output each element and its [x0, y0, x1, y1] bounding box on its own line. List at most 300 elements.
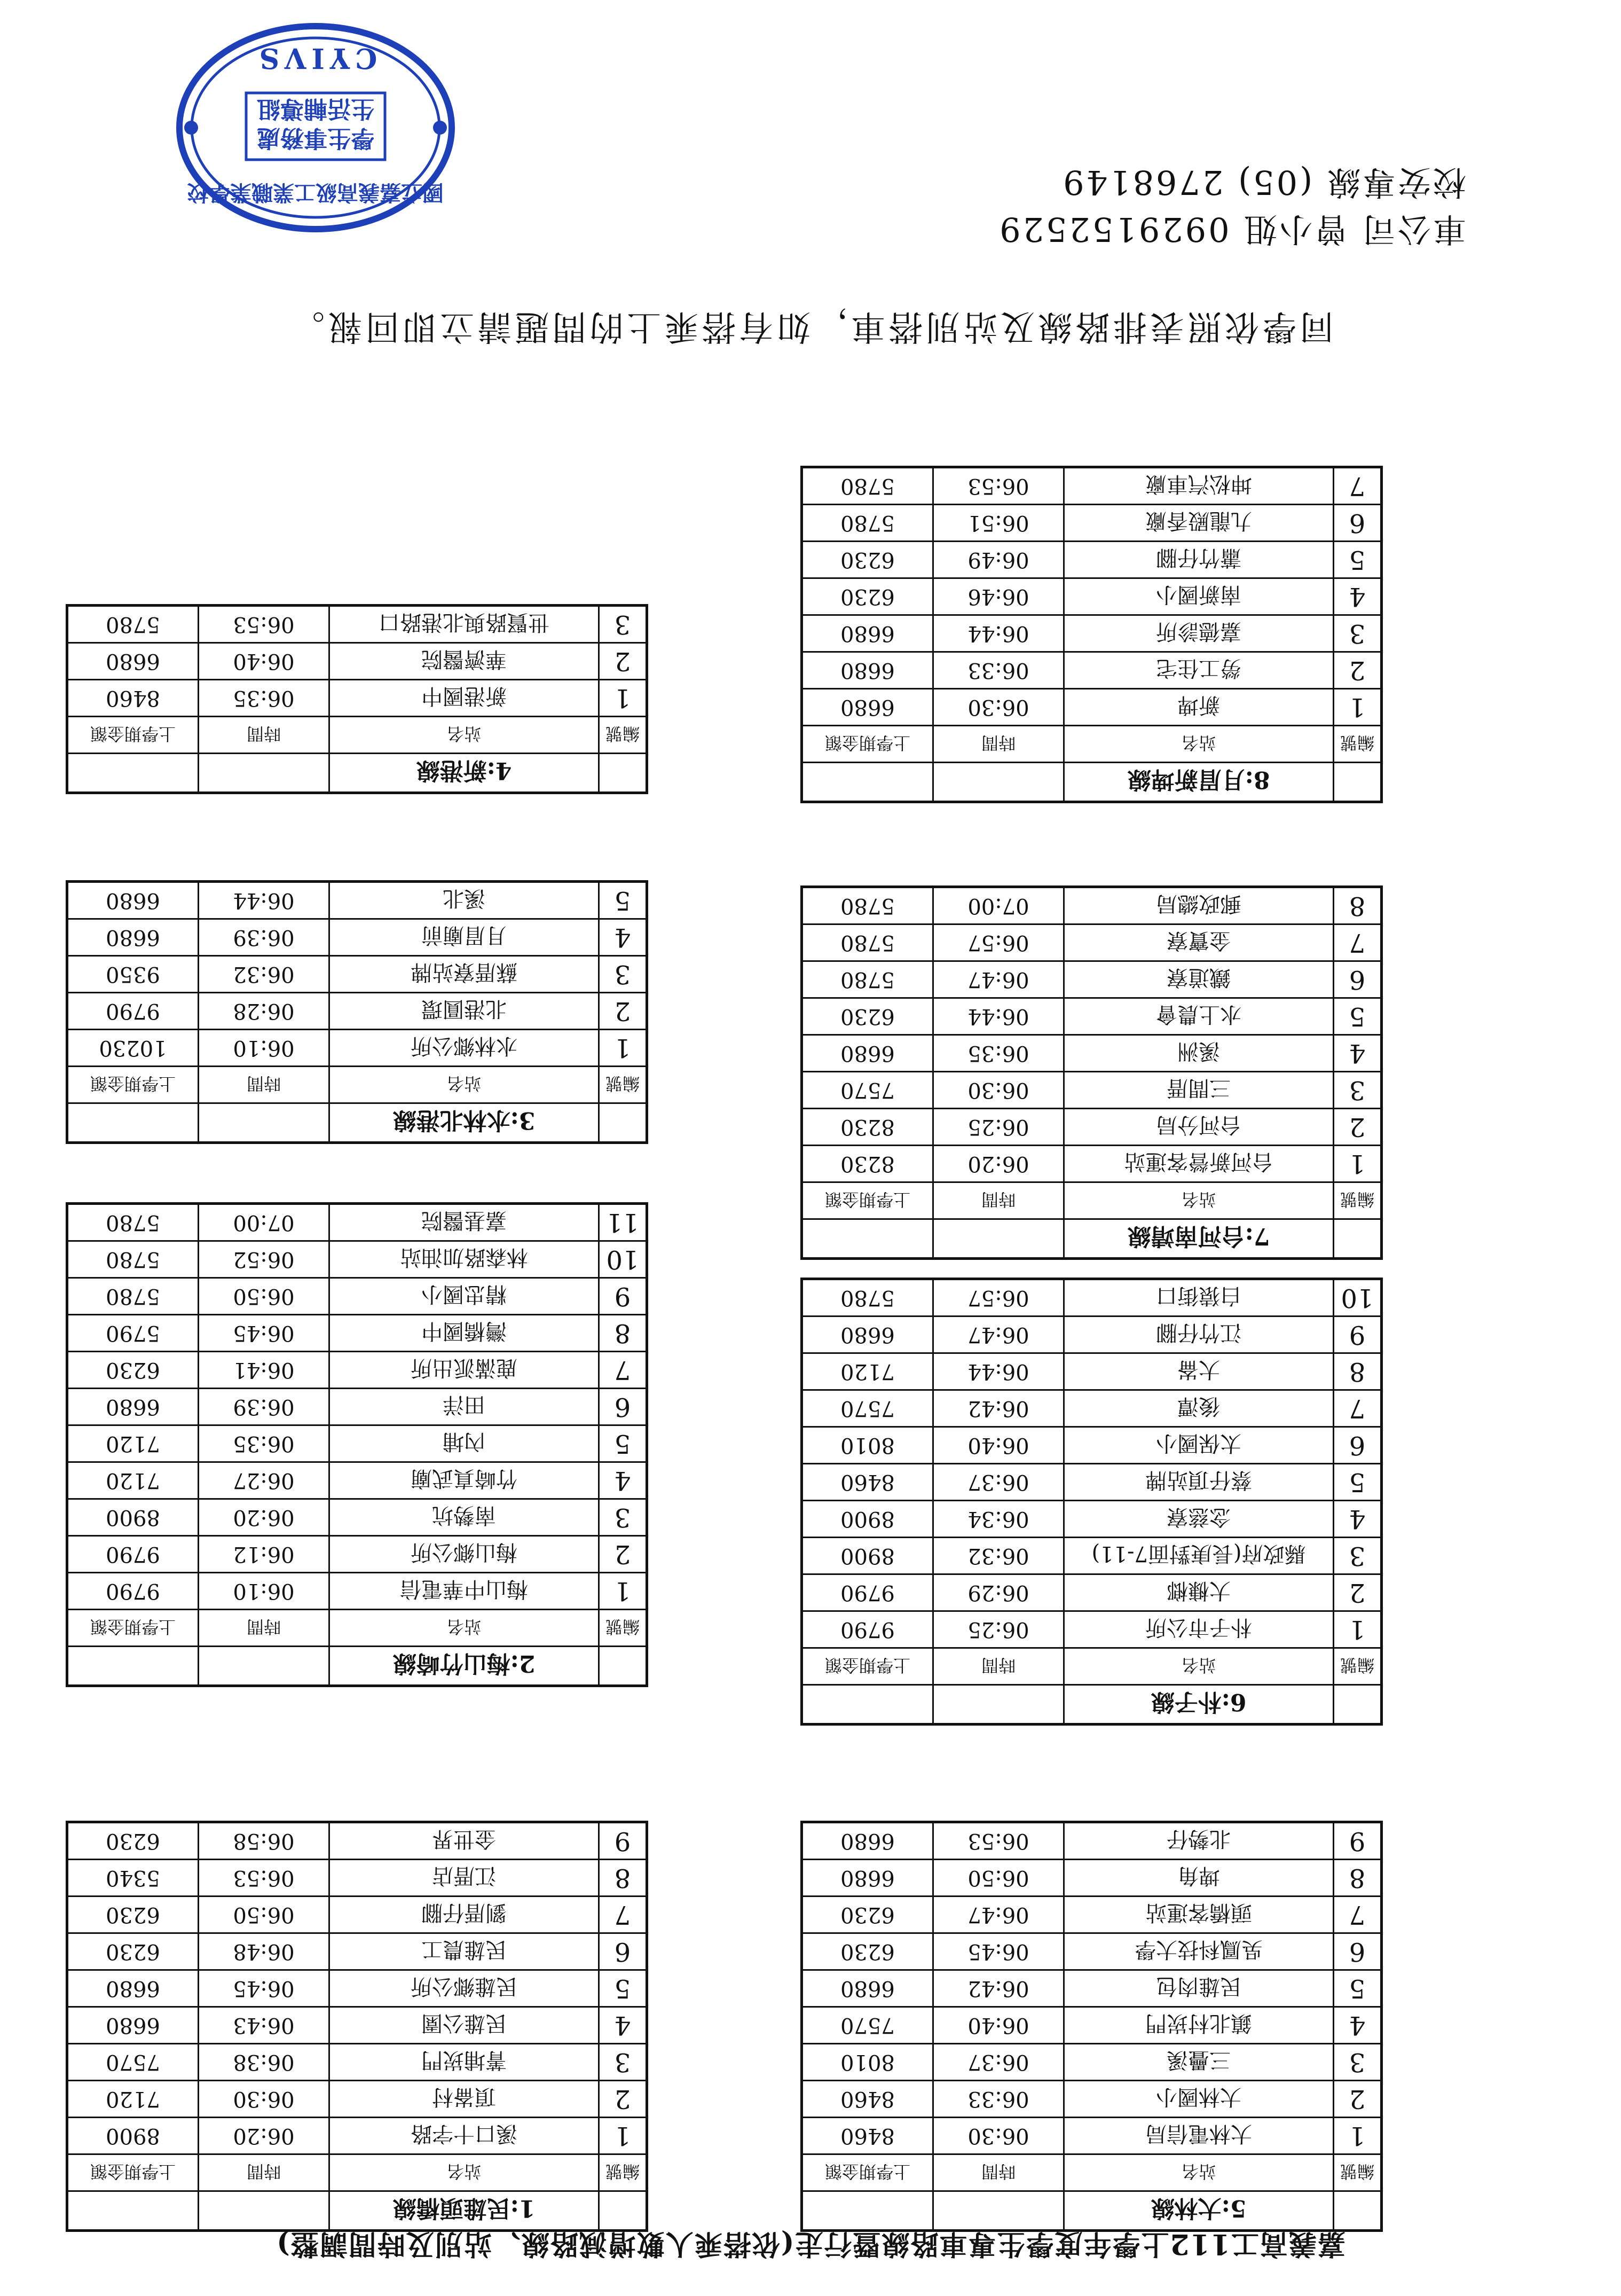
table-row	[67, 643, 647, 680]
stop-no: 2	[1334, 652, 1382, 689]
stop-fee: 5780	[802, 467, 933, 505]
stop-station: 金世界	[329, 1822, 599, 1860]
table-row	[802, 961, 1382, 998]
stop-no: 4	[599, 1462, 647, 1499]
stop-station: 田洋	[329, 1389, 599, 1425]
stop-fee: 7120	[67, 2081, 199, 2118]
header-fee: 上學期金額	[802, 726, 933, 763]
table-row	[802, 1317, 1382, 1353]
stop-no: 5	[1334, 1970, 1382, 2007]
stop-no: 3	[599, 956, 647, 993]
school-safety-hotline: 校安專線 (05) 2768149	[1061, 163, 1466, 202]
stop-station: 民雄鄉公所	[329, 1970, 599, 2007]
header-no: 編號	[1334, 726, 1382, 763]
stop-no: 9	[1334, 1317, 1382, 1353]
stop-station: 大崙	[1064, 1353, 1334, 1390]
stop-no: 3	[599, 606, 647, 643]
stop-station: 大林電信局	[1064, 2118, 1334, 2154]
table-row	[67, 2044, 647, 2081]
stop-time: 07:00	[933, 887, 1064, 924]
stop-no: 5	[1334, 1464, 1382, 1501]
stop-fee: 8010	[802, 2044, 933, 2081]
bus-company-contact: 車公司 曾小姐 0929152529	[997, 210, 1466, 249]
stop-fee: 7120	[67, 1462, 199, 1499]
header-time: 時間	[199, 2154, 329, 2191]
route-table-3	[66, 880, 648, 1144]
stop-time: 06:35	[933, 1035, 1064, 1072]
table-row	[802, 2044, 1382, 2081]
stop-no: 6	[1334, 505, 1382, 542]
stop-time: 06:50	[199, 1897, 329, 1933]
stop-time: 06:46	[933, 578, 1064, 615]
stop-fee: 6230	[802, 1897, 933, 1933]
stop-time: 06:32	[199, 956, 329, 993]
stop-fee: 9790	[67, 1573, 199, 1610]
stop-no: 1	[1334, 1611, 1382, 1648]
stop-station: 溪北	[329, 882, 599, 919]
stop-time: 06:49	[933, 542, 1064, 578]
stop-fee: 6230	[67, 1352, 199, 1389]
table-row	[67, 1933, 647, 1970]
table-row	[802, 1464, 1382, 1501]
table-row	[67, 2118, 647, 2154]
stop-no: 7	[1334, 1897, 1382, 1933]
route-name: 6:朴子線	[1064, 1685, 1334, 1725]
table-row	[67, 1315, 647, 1352]
stop-fee: 5780	[802, 924, 933, 961]
stop-no: 7	[599, 1352, 647, 1389]
stop-time: 06:53	[933, 467, 1064, 505]
table-row	[802, 924, 1382, 961]
stop-time: 06:47	[933, 961, 1064, 998]
stop-fee: 5780	[67, 1204, 199, 1241]
stop-station: 溪洲	[1064, 1035, 1334, 1072]
stop-fee: 6680	[67, 1970, 199, 2007]
stop-time: 06:47	[933, 1317, 1064, 1353]
header-time: 時間	[933, 2154, 1064, 2191]
stop-time: 06:53	[199, 606, 329, 643]
header-no: 編號	[1334, 2154, 1382, 2191]
stop-no: 8	[1334, 1860, 1382, 1897]
stop-station: 水林鄉公所	[329, 1030, 599, 1067]
stop-fee: 5780	[802, 887, 933, 924]
stop-no: 5	[599, 1425, 647, 1462]
stop-time: 06:52	[199, 1241, 329, 1278]
stop-no: 1	[599, 680, 647, 717]
stop-station: 南新國小	[1064, 578, 1334, 615]
stop-station: 太保國小	[1064, 1427, 1334, 1464]
stop-fee: 6680	[802, 1317, 933, 1353]
stop-time: 06:42	[933, 1390, 1064, 1427]
stop-no: 6	[599, 1389, 647, 1425]
stop-no: 8	[1334, 1353, 1382, 1390]
stop-fee: 5780	[802, 1279, 933, 1317]
stop-fee: 6680	[802, 1822, 933, 1860]
stop-time: 06:10	[199, 1573, 329, 1610]
header-no: 編號	[599, 717, 647, 754]
stop-time: 06:51	[933, 505, 1064, 542]
table-row	[802, 542, 1382, 578]
table-row	[67, 1860, 647, 1897]
table-row	[802, 1390, 1382, 1427]
table-row	[802, 505, 1382, 542]
stop-station: 頂崙村	[329, 2081, 599, 2118]
table-row	[802, 1822, 1382, 1860]
table-row	[802, 1970, 1382, 2007]
stop-no: 10	[599, 1241, 647, 1278]
stop-fee: 8900	[67, 2118, 199, 2154]
header-no: 編號	[599, 2154, 647, 2191]
stop-time: 06:40	[933, 2007, 1064, 2044]
stop-station: 民雄肉包	[1064, 1970, 1334, 2007]
table-row	[67, 1536, 647, 1573]
table-row	[67, 1241, 647, 1278]
stop-time: 06:53	[199, 1860, 329, 1897]
stop-station: 蔡仔頂站牌	[1064, 1464, 1334, 1501]
stop-station: 江竹仔腳	[1064, 1317, 1334, 1353]
table-row	[802, 2081, 1382, 2118]
stop-no: 3	[599, 2044, 647, 2081]
table-row	[67, 1499, 647, 1536]
header-station: 站名	[329, 1067, 599, 1103]
stop-no: 3	[1334, 1538, 1382, 1574]
stop-fee: 5780	[802, 505, 933, 542]
header-fee: 上學期金額	[802, 2154, 933, 2191]
stop-time: 06:20	[199, 2118, 329, 2154]
stop-no: 10	[1334, 1279, 1382, 1317]
stop-no: 9	[599, 1278, 647, 1315]
stop-time: 06:32	[933, 1538, 1064, 1574]
header-station: 站名	[329, 717, 599, 754]
stop-time: 06:57	[933, 1279, 1064, 1317]
table-row	[67, 680, 647, 717]
route-name: 3:水林北港線	[329, 1103, 599, 1143]
stop-station: 水上農會	[1064, 998, 1334, 1035]
stop-station: 台河新營客運站	[1064, 1146, 1334, 1182]
stop-no: 1	[1334, 689, 1382, 726]
stop-time: 06:45	[933, 1933, 1064, 1970]
stop-fee: 6680	[67, 882, 199, 919]
route-name: 2:梅山竹崎線	[329, 1647, 599, 1686]
stop-fee: 8900	[802, 1538, 933, 1574]
stop-time: 06:30	[933, 2118, 1064, 2154]
stop-fee: 6230	[67, 1933, 199, 1970]
header-fee: 上學期金額	[67, 2154, 199, 2191]
table-row	[67, 1897, 647, 1933]
stop-time: 06:39	[199, 1389, 329, 1425]
stop-time: 06:44	[933, 1353, 1064, 1390]
stop-fee: 6230	[802, 578, 933, 615]
boarding-notice: 同學依照表排路線及站別搭車，如有搭乘上的問題請立即回報。	[287, 307, 1334, 346]
route-name: 4:新港線	[329, 754, 599, 793]
stamp-bottom-text: CYIVS	[254, 42, 377, 74]
stop-no: 4	[1334, 2007, 1382, 2044]
stop-no: 5	[1334, 998, 1382, 1035]
header-time: 時間	[199, 1610, 329, 1647]
stop-no: 1	[599, 1030, 647, 1067]
stop-station: 林森路加油站	[329, 1241, 599, 1278]
stop-fee: 5780	[802, 961, 933, 998]
stop-station: 念慈寮	[1064, 1501, 1334, 1538]
stop-no: 5	[599, 882, 647, 919]
table-row	[67, 2081, 647, 2118]
stop-station: 溪口十字路	[329, 2118, 599, 2154]
stop-fee: 8900	[67, 1499, 199, 1536]
stop-no: 7	[1334, 924, 1382, 961]
stop-station: 劉厝仔腳	[329, 1897, 599, 1933]
stop-time: 06:27	[199, 1462, 329, 1499]
stop-fee: 10230	[67, 1030, 199, 1067]
stop-time: 06:40	[933, 1427, 1064, 1464]
stop-station: 梅山鄉公所	[329, 1536, 599, 1573]
stop-fee: 6230	[802, 542, 933, 578]
stop-station: 吳鳳科技大學	[1064, 1933, 1334, 1970]
route-name: 1:民雄頭橋線	[329, 2191, 599, 2231]
stop-time: 06:30	[933, 689, 1064, 726]
stop-fee: 7570	[802, 1072, 933, 1109]
stop-station: 三疊溪	[1064, 2044, 1334, 2081]
stop-fee: 8460	[802, 2118, 933, 2154]
stop-fee: 7120	[67, 1425, 199, 1462]
header-time: 時間	[199, 1067, 329, 1103]
stamp-middle-text-2: 生活輔導組	[257, 95, 374, 122]
stop-time: 06:44	[933, 998, 1064, 1035]
stop-no: 6	[1334, 1427, 1382, 1464]
stop-station: 月眉廟前	[329, 919, 599, 956]
stop-no: 3	[1334, 2044, 1382, 2081]
stop-time: 06:29	[933, 1574, 1064, 1611]
stop-no: 2	[599, 2081, 647, 2118]
stop-fee: 8460	[67, 680, 199, 717]
stop-no: 6	[1334, 961, 1382, 998]
table-row	[802, 689, 1382, 726]
route-table-2	[66, 1202, 648, 1687]
stop-no: 3	[1334, 1072, 1382, 1109]
stop-no: 9	[1334, 1822, 1382, 1860]
header-no: 編號	[1334, 1182, 1382, 1219]
stop-time: 06:38	[199, 2044, 329, 2081]
table-row	[67, 956, 647, 993]
header-time: 時間	[199, 717, 329, 754]
stop-station: 新埤	[1064, 689, 1334, 726]
table-row	[802, 2007, 1382, 2044]
table-row	[802, 1353, 1382, 1390]
stop-station: 台河分局	[1064, 1109, 1334, 1146]
header-station: 站名	[1064, 1182, 1334, 1219]
stop-fee: 7570	[802, 2007, 933, 2044]
stop-no: 1	[599, 2118, 647, 2154]
table-row	[67, 2007, 647, 2044]
stop-fee: 7570	[67, 2044, 199, 2081]
table-row	[802, 1538, 1382, 1574]
stop-no: 3	[1334, 615, 1382, 652]
stop-no: 2	[599, 1536, 647, 1573]
table-row	[802, 1501, 1382, 1538]
stop-time: 06:10	[199, 1030, 329, 1067]
official-stamp	[174, 21, 457, 234]
stop-fee: 5780	[67, 1241, 199, 1278]
stop-time: 06:30	[199, 2081, 329, 2118]
stop-no: 7	[1334, 467, 1382, 505]
stop-fee: 6680	[67, 2007, 199, 2044]
stop-fee: 9790	[67, 993, 199, 1030]
stop-time: 06:34	[933, 1501, 1064, 1538]
table-row	[802, 1611, 1382, 1648]
stop-no: 2	[1334, 1109, 1382, 1146]
table-row	[67, 1204, 647, 1241]
stop-station: 北港圓環	[329, 993, 599, 1030]
stop-station: 新港國中	[329, 680, 599, 717]
stamp-middle-text-1: 學生事務處	[257, 124, 374, 152]
table-row	[802, 1072, 1382, 1109]
stop-time: 06:43	[199, 2007, 329, 2044]
stop-no: 4	[1334, 1501, 1382, 1538]
stop-station: 竹崎真武廟	[329, 1462, 599, 1499]
stop-time: 06:37	[933, 2044, 1064, 2081]
stop-time: 06:44	[933, 615, 1064, 652]
table-row	[67, 1352, 647, 1389]
stop-station: 後潭	[1064, 1390, 1334, 1427]
stop-no: 7	[1334, 1390, 1382, 1427]
header-time: 時間	[933, 1182, 1064, 1219]
stop-time: 06:48	[199, 1933, 329, 1970]
header-time: 時間	[933, 726, 1064, 763]
table-row	[67, 1970, 647, 2007]
table-row	[67, 1278, 647, 1315]
stop-time: 06:57	[933, 924, 1064, 961]
stop-no: 1	[599, 1573, 647, 1610]
stop-no: 8	[599, 1315, 647, 1352]
stop-time: 06:25	[933, 1611, 1064, 1648]
stop-station: 江厝店	[329, 1860, 599, 1897]
header-fee: 上學期金額	[67, 717, 199, 754]
stop-fee: 6680	[67, 643, 199, 680]
header-fee: 上學期金額	[802, 1648, 933, 1685]
stop-fee: 6680	[802, 652, 933, 689]
table-row	[802, 1574, 1382, 1611]
stop-time: 06:39	[199, 919, 329, 956]
stop-fee: 8010	[802, 1427, 933, 1464]
stop-fee: 9350	[67, 956, 199, 993]
table-row	[67, 1030, 647, 1067]
stop-time: 06:20	[199, 1499, 329, 1536]
stop-station: 灣橋國中	[329, 1315, 599, 1352]
stop-no: 2	[1334, 2081, 1382, 2118]
stop-station: 內埔	[329, 1425, 599, 1462]
stop-no: 7	[599, 1897, 647, 1933]
stop-time: 06:25	[933, 1109, 1064, 1146]
table-row	[802, 887, 1382, 924]
stop-no: 1	[1334, 2118, 1382, 2154]
header-time: 時間	[933, 1648, 1064, 1685]
table-row	[67, 882, 647, 919]
stop-fee: 6680	[802, 615, 933, 652]
stop-no: 5	[599, 1970, 647, 2007]
table-row	[67, 1425, 647, 1462]
stop-time: 06:50	[933, 1860, 1064, 1897]
stop-no: 6	[599, 1933, 647, 1970]
stop-station: 嘉基醫院	[329, 1204, 599, 1241]
stop-time: 06:35	[199, 680, 329, 717]
stop-fee: 5780	[67, 1278, 199, 1315]
stop-fee: 9790	[67, 1536, 199, 1573]
stop-fee: 8460	[802, 1464, 933, 1501]
table-row	[802, 1897, 1382, 1933]
stop-station: 三間厝	[1064, 1072, 1334, 1109]
route-table-6	[800, 1278, 1383, 1726]
stop-no: 8	[599, 1860, 647, 1897]
table-row	[802, 1427, 1382, 1464]
stop-station: 鐵道寮	[1064, 961, 1334, 998]
stamp-seal	[174, 21, 457, 234]
header-no: 編號	[599, 1067, 647, 1103]
stop-station: 勞工住宅	[1064, 652, 1334, 689]
stop-fee: 6680	[802, 1035, 933, 1072]
stop-time: 06:58	[199, 1822, 329, 1860]
stop-time: 06:20	[933, 1146, 1064, 1182]
stop-station: 大林國小	[1064, 2081, 1334, 2118]
stop-station: 蘇厝寮站牌	[329, 956, 599, 993]
table-row	[67, 1573, 647, 1610]
header-fee: 上學期金額	[67, 1067, 199, 1103]
table-row	[67, 1389, 647, 1425]
stop-fee: 6230	[67, 1897, 199, 1933]
stop-fee: 9790	[802, 1574, 933, 1611]
stop-station: 頭橋客運站	[1064, 1897, 1334, 1933]
stop-time: 06:44	[199, 882, 329, 919]
stop-station: 大槺榔	[1064, 1574, 1334, 1611]
route-table-5	[800, 1821, 1383, 2232]
stop-station: 金寶寮	[1064, 924, 1334, 961]
header-station: 站名	[1064, 726, 1334, 763]
header-fee: 上學期金額	[67, 1610, 199, 1647]
stop-station: 郵政總局	[1064, 887, 1334, 924]
stop-fee: 6230	[802, 1933, 933, 1970]
stop-fee: 8460	[802, 2081, 933, 2118]
table-row	[802, 1933, 1382, 1970]
stop-fee: 8230	[802, 1109, 933, 1146]
stop-station: 華濟醫院	[329, 643, 599, 680]
table-row	[67, 993, 647, 1030]
table-row	[802, 1035, 1382, 1072]
stop-no: 3	[599, 1499, 647, 1536]
stop-time: 06:30	[933, 1072, 1064, 1109]
stop-station: 縣政府(長庚對面7-11)	[1064, 1538, 1334, 1574]
stop-time: 06:37	[933, 1464, 1064, 1501]
stop-time: 06:33	[933, 652, 1064, 689]
table-row	[67, 1822, 647, 1860]
stop-station: 坤松汽車廠	[1064, 467, 1334, 505]
table-row	[67, 606, 647, 643]
stop-fee: 6230	[67, 1822, 199, 1860]
table-row	[802, 615, 1382, 652]
table-row	[802, 1860, 1382, 1897]
stop-station: 蕭竹仔腳	[1064, 542, 1334, 578]
stop-fee: 8900	[802, 1501, 933, 1538]
stop-fee: 6680	[67, 919, 199, 956]
stop-no: 5	[1334, 542, 1382, 578]
stop-time: 06:45	[199, 1315, 329, 1352]
stop-station: 嘉德診所	[1064, 615, 1334, 652]
stop-station: 菁埔崁門	[329, 2044, 599, 2081]
stop-fee: 5780	[67, 606, 199, 643]
stop-fee: 9790	[802, 1611, 933, 1648]
stop-time: 06:40	[199, 643, 329, 680]
stop-station: 民雄農工	[329, 1933, 599, 1970]
stop-time: 06:50	[199, 1278, 329, 1315]
stop-time: 07:00	[199, 1204, 329, 1241]
stop-fee: 7120	[802, 1353, 933, 1390]
